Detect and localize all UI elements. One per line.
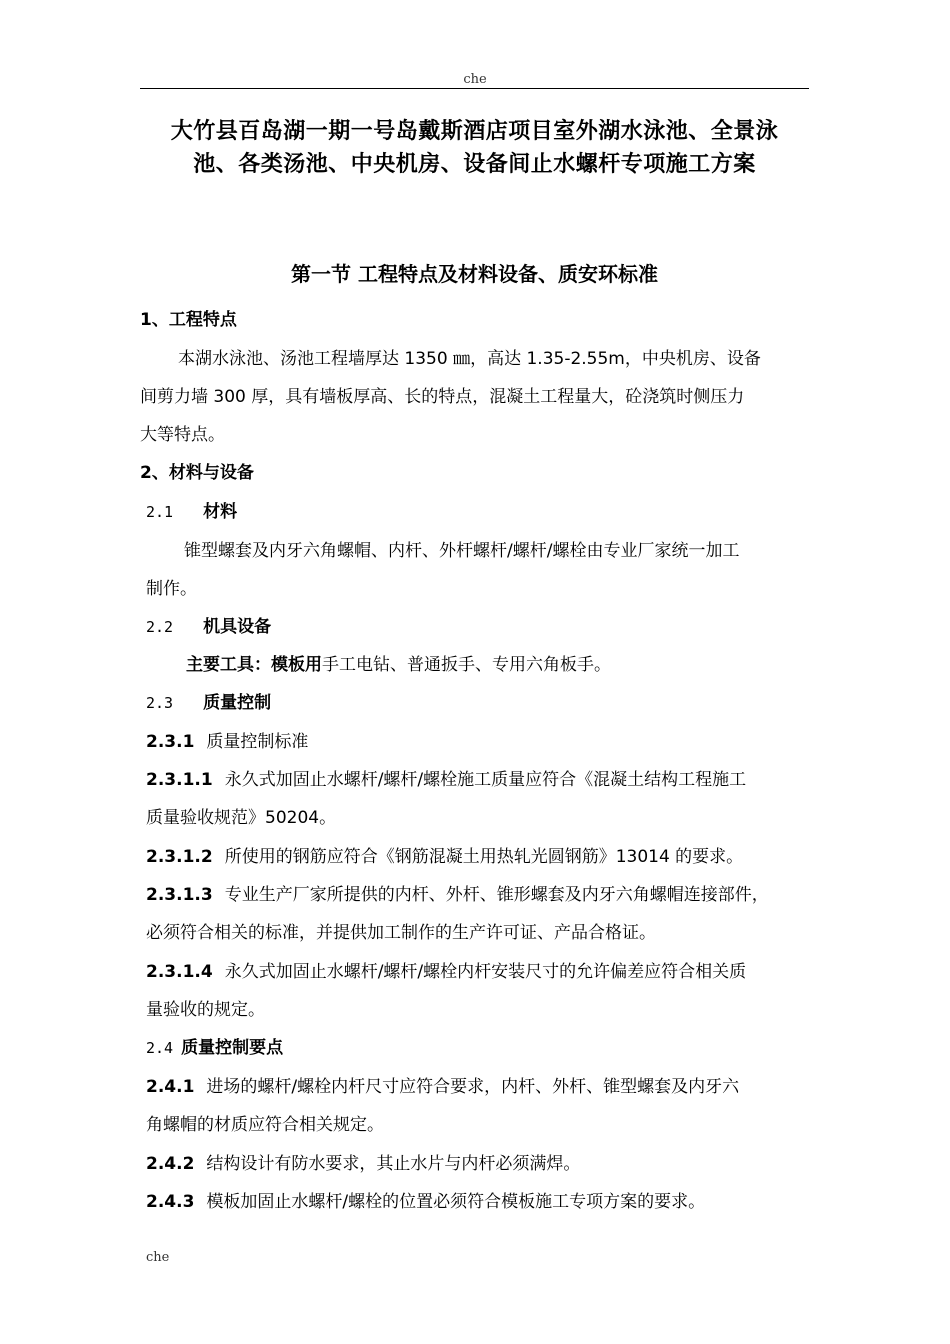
para-2-2 bbox=[186, 650, 611, 675]
item-text: 模板加固止水螺杆/螺栓的位置必须符合模板施工专项方案的要求。 bbox=[206, 1192, 706, 1212]
para-2-1-line-2: 制作。 bbox=[146, 579, 197, 599]
item-2-4-1-line-2: 角螺帽的材质应符合相关规定。 bbox=[146, 1115, 384, 1135]
page-header: che bbox=[463, 72, 487, 87]
item-number: 2.3.1.3 bbox=[146, 885, 213, 905]
para-1-line-2: 间剪力墙 300 厚，具有墙板厚高、长的特点，混凝土工程量大，砼浇筑时侧压力 bbox=[140, 387, 745, 407]
section-1-title: 第一节 工程特点及材料设备、质安环标准 bbox=[291, 262, 658, 286]
item-number: 2.4.3 bbox=[146, 1192, 195, 1212]
heading-1: 1、工程特点 bbox=[140, 310, 237, 330]
item-text: 专业生产厂家所提供的内杆、外杆、锥形螺套及内牙六角螺帽连接部件， bbox=[224, 885, 769, 905]
para-2-2-rest: 手工电钻、普通扳手、专用六角板手。 bbox=[322, 655, 611, 675]
item-2-4-3 bbox=[146, 1187, 705, 1212]
heading-2-3 bbox=[146, 688, 271, 713]
para-2-1-line-1: 锥型螺套及内牙六角螺帽、内杆、外杆螺杆/螺杆/螺栓由专业厂家统一加工 bbox=[184, 541, 740, 561]
heading-label: 质量控制 bbox=[203, 693, 272, 713]
item-number: 2.3.1.2 bbox=[146, 847, 213, 867]
heading-label: 机具设备 bbox=[203, 617, 272, 637]
item-2-3-1-1-line-2: 质量验收规范》50204。 bbox=[146, 808, 337, 828]
heading-2-4 bbox=[146, 1033, 283, 1058]
item-text: 永久式加固止水螺杆/螺杆/螺栓内杆安装尺寸的允许偏差应符合相关质 bbox=[224, 962, 747, 982]
para-1-line-1: 本湖水泳池、汤池工程墙厚达 1350 ㎜，高达 1.35-2.55m，中央机房、设备 bbox=[178, 349, 761, 369]
heading-number: 2.3 bbox=[146, 694, 174, 712]
item-text: 永久式加固止水螺杆/螺杆/螺栓施工质量应符合《混凝土结构工程施工 bbox=[224, 770, 747, 790]
item-text: 所使用的钢筋应符合《钢筋混凝土用热轧光圆钢筋》13014 的要求。 bbox=[224, 847, 744, 867]
para-2-2-bold: 主要工具：模板用 bbox=[186, 655, 322, 675]
item-number: 2.4.1 bbox=[146, 1077, 195, 1097]
heading-2: 2、材料与设备 bbox=[140, 463, 254, 483]
item-2-4-1-line-1 bbox=[146, 1072, 739, 1097]
heading-number: 2.4 bbox=[146, 1039, 174, 1057]
item-number: 2.3.1.4 bbox=[146, 962, 213, 982]
item-number: 2.3.1.1 bbox=[146, 770, 213, 790]
item-number: 2.3.1 bbox=[146, 732, 195, 752]
item-text: 质量控制标准 bbox=[206, 732, 309, 752]
item-2-3-1-4-line-2: 量验收的规定。 bbox=[146, 1000, 265, 1020]
title-line-1: 大竹县百岛湖一期一号岛戴斯酒店项目室外湖水泳池、全景泳 bbox=[170, 119, 779, 144]
item-2-3-1-2 bbox=[146, 842, 743, 867]
item-text: 结构设计有防水要求，其止水片与内杆必须满焊。 bbox=[206, 1154, 581, 1174]
item-2-3-1 bbox=[146, 727, 308, 752]
heading-2-1 bbox=[146, 497, 237, 522]
para-1-line-3: 大等特点。 bbox=[140, 425, 225, 445]
heading-number: 2.2 bbox=[146, 618, 174, 636]
document-title bbox=[140, 115, 809, 181]
heading-number: 2.1 bbox=[146, 503, 174, 521]
item-2-3-1-1-line-1 bbox=[146, 765, 746, 790]
item-2-3-1-3-line-1 bbox=[146, 880, 769, 905]
item-2-3-1-3-line-2: 必须符合相关的标准，并提供加工制作的生产许可证、产品合格证。 bbox=[146, 923, 656, 943]
heading-label: 材料 bbox=[203, 502, 238, 522]
header-rule bbox=[140, 88, 809, 89]
item-2-4-2 bbox=[146, 1149, 580, 1174]
title-line-2: 池、各类汤池、中央机房、设备间止水螺杆专项施工方案 bbox=[193, 152, 756, 177]
item-2-3-1-4-line-1 bbox=[146, 957, 746, 982]
item-number: 2.4.2 bbox=[146, 1154, 195, 1174]
heading-2-2 bbox=[146, 612, 271, 637]
page-footer: che bbox=[146, 1250, 170, 1265]
item-text: 进场的螺杆/螺栓内杆尺寸应符合要求，内杆、外杆、锥型螺套及内牙六 bbox=[206, 1077, 740, 1097]
heading-label: 质量控制要点 bbox=[181, 1038, 284, 1058]
